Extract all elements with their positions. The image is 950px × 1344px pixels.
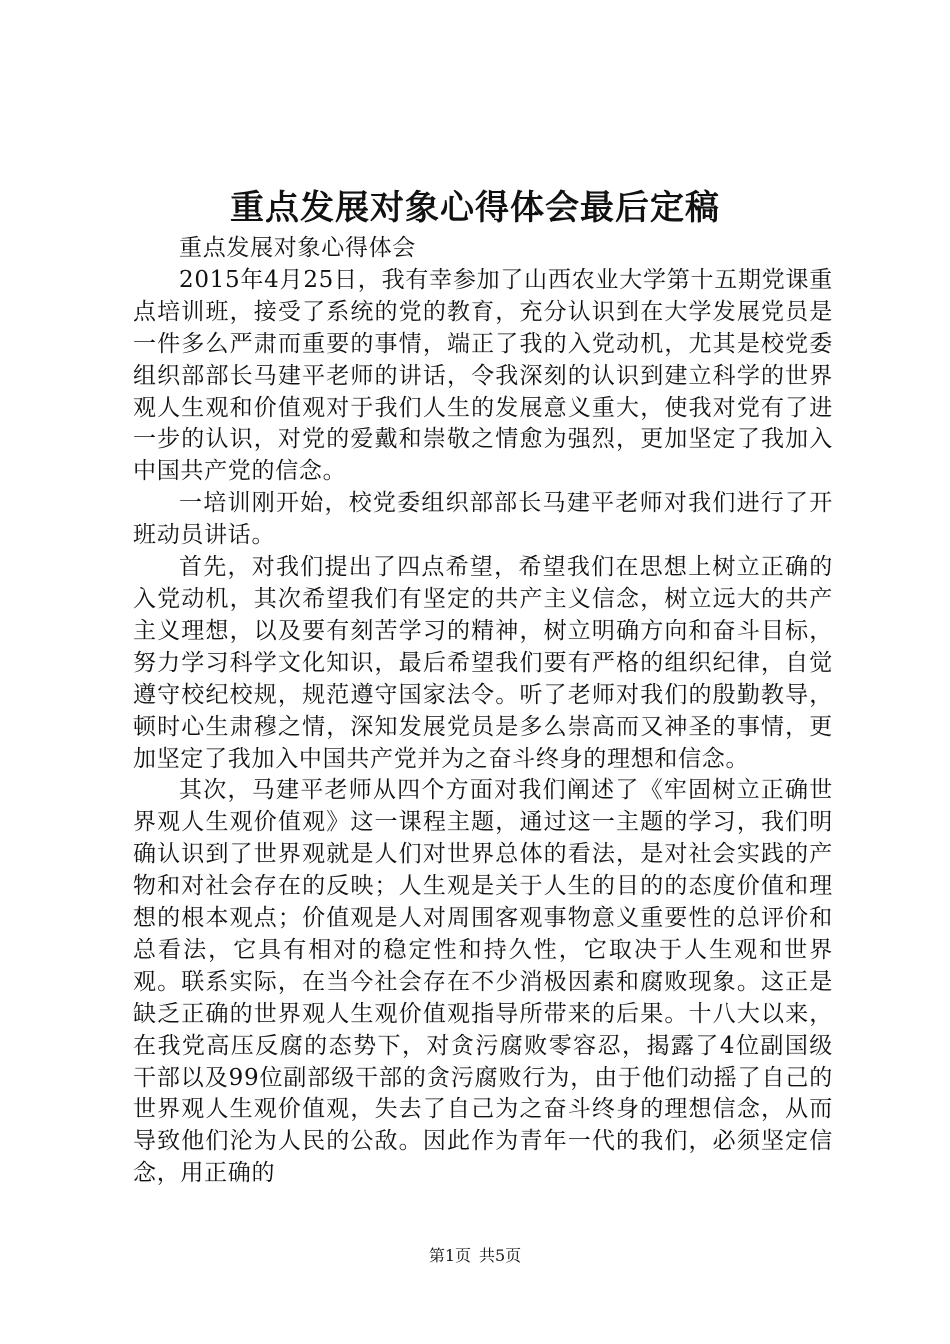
paragraph-training-start: 一培训刚开始，校党委组织部部长马建平老师对我们进行了开班动员讲话。 — [133, 490, 833, 549]
paragraph-worldview: 其次，马建平老师从四个方面对我们阐述了《牢固树立正确世界观人生观价值观》这一课程主题，通过这一主题的学习，我们明确认识到了世界观就是人们对世界总体的看法，是对社会实践的产物和对社会存在的反映；人生观是关于人生的目的的态度价值和理想的根本观点；价值观是人对周围客观事物意义重要性的总评价和总看法，它具有相对的稳定性和持久性，它取决于人生观和世界观。联系实际，在当今社会存在不少消极因素和腐败现象。这正是缺乏正确的世界观人生观价值观指导所带来的后果。十八大以来，在我党高压反腐的态势下，对贪污腐败零容忍，揭露了4位副国级干部以及99位副部级干部的贪污腐败行为，由于他们动摇了自己的世界观人生观价值观，失去了自己为之奋斗终身的理想信念，从而导致他们沦为人民的公敌。因此作为青年一代的我们，必须坚定信念，用正确的 — [133, 777, 833, 1187]
document-title: 重点发展对象心得体会最后定稿 — [230, 188, 720, 228]
paragraph-four-hopes: 首先，对我们提出了四点希望，希望我们在思想上树立正确的入党动机，其次希望我们有坚定的共产主义信念，树立远大的共产主义理想，以及要有刻苦学习的精神，树立明确方向和奋斗目标，努力学习科学文化知识，最后希望我们要有严格的组织纪律，自觉遵守校纪校规，规范遵守国家法令。听了老师对我们的殷勤教导，顿时心生肃穆之情，深知发展党员是多么崇高而又神圣的事情，更加坚定了我加入中国共产党并为之奋斗终身的理想和信念。 — [133, 554, 833, 772]
paragraph-subtitle: 重点发展对象心得体会 — [179, 235, 416, 261]
document-body — [133, 233, 833, 1190]
page-total: 共5页 — [479, 1246, 522, 1265]
page-number: 第1页 — [428, 1246, 471, 1265]
page-footer — [0, 1244, 950, 1268]
paragraph-intro: 2015年4月25日，我有幸参加了山西农业大学第十五期党课重点培训班，接受了系统的党的教育，充分认识到在大学发展党员是一件多么严肃而重要的事情，端正了我的入党动机，尤其是校党委组织部部长马建平老师的讲话，令我深刻的认识到建立科学的世界观人生观和价值观对于我们人生的发展意义重大，使我对党有了进一步的认识，对党的爱戴和崇敬之情愈为强烈，更加坚定了我加入中国共产党的信念。 — [133, 266, 833, 485]
